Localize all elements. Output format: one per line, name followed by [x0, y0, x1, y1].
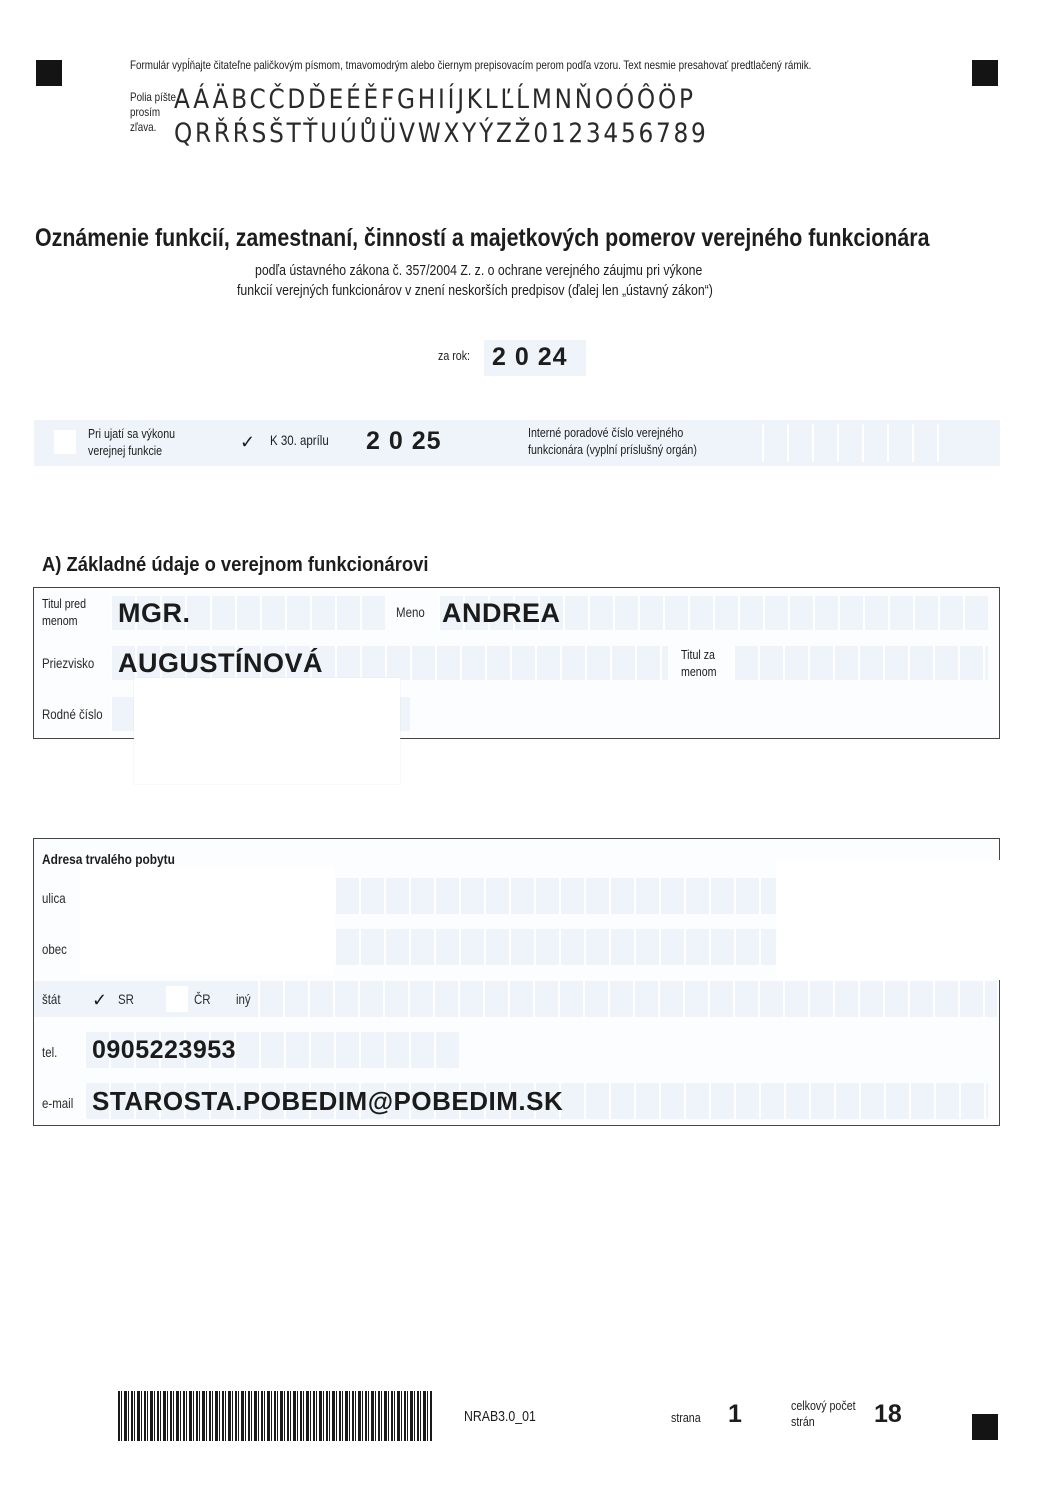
title-before-label: Titul pred menom	[42, 596, 87, 628]
option-april-30-label: K 30. aprílu	[270, 432, 329, 448]
registration-mark-bottom-right	[972, 1414, 998, 1440]
state-other-grid	[258, 981, 988, 1017]
phone-field[interactable]: 0905223953	[92, 1036, 237, 1064]
section-a-heading: A) Základné údaje o verejnom funkcionárovi	[42, 554, 429, 576]
checkmark-icon[interactable]: ✓	[240, 432, 256, 452]
filing-year-field[interactable]: 2 0 25	[366, 427, 442, 455]
total-pages: 18	[874, 1400, 902, 1428]
street-label: ulica	[42, 890, 66, 906]
state-sr-checkmark-icon[interactable]: ✓	[92, 990, 108, 1010]
subtitle-line-2: funkcií verejných funkcionárov v znení neskorších predpisov (ďalej len „ústavný zákon“)	[237, 282, 713, 299]
alphabet-sample-row-1: AÁÄBCČDĎEÉĚFGHIÍJKLĽĹMNŇOÓÔÖP	[174, 84, 696, 115]
state-other-option: iný	[236, 991, 251, 1007]
alphabet-sample-row-2: QRŘŔSŠTŤUÚŮÜVWXYÝZŽ0123456789	[174, 118, 709, 149]
barcode	[118, 1391, 432, 1441]
first-name-label: Meno	[396, 604, 425, 620]
address-heading: Adresa trvalého pobytu	[42, 851, 175, 867]
subtitle-line-1: podľa ústavného zákona č. 357/2004 Z. z. o ochrane verejného záujmu pri výkone	[255, 262, 703, 279]
page-label: strana	[671, 1410, 701, 1425]
state-sr-option: SR	[118, 991, 134, 1007]
state-cr-option: ČR	[194, 991, 211, 1007]
title-after-grid	[733, 646, 988, 680]
form-code: NRAB3.0_01	[464, 1408, 536, 1425]
birth-number-label: Rodné číslo	[42, 706, 103, 722]
state-cr-checkbox[interactable]	[166, 986, 188, 1012]
email-label: e-mail	[42, 1095, 74, 1111]
registration-mark-top-right	[972, 60, 998, 86]
internal-number-label: Interné poradové číslo verejného funkcionára (vyplní príslušný orgán)	[528, 425, 697, 457]
page-title: Oznámenie funkcií, zamestnaní, činností a majetkových pomerov verejného funkcionára	[35, 224, 930, 252]
option-on-taking-office-label: Pri ujatí sa výkonu verejnej funkcie	[88, 426, 176, 458]
total-pages-label: celkový počet strán	[791, 1398, 856, 1429]
first-name-field[interactable]: ANDREA	[442, 598, 561, 628]
registration-mark-top-left	[36, 60, 62, 86]
surname-field[interactable]: AUGUSTÍNOVÁ	[118, 648, 324, 678]
city-label: obec	[42, 941, 67, 957]
option-on-taking-office-checkbox[interactable]	[54, 430, 76, 454]
title-after-label: Titul za menom	[681, 647, 717, 679]
year-field[interactable]: 2 0 24	[492, 343, 568, 371]
birth-number-redaction	[134, 678, 400, 784]
page-number: 1	[728, 1400, 742, 1428]
internal-number-grid	[762, 424, 960, 462]
year-label: za rok:	[438, 348, 470, 363]
email-field[interactable]: STAROSTA.POBEDIM@POBEDIM.SK	[92, 1086, 564, 1116]
state-label: štát	[42, 991, 61, 1007]
address-redaction-right	[776, 860, 1026, 980]
instructions-text: Formulár vypĺňajte čitateľne paličkovým písmom, tmavomodrým alebo čiernym prepisovacím perom podľa vzoru. Text nesmie presahovať predtlačený rámik.	[130, 58, 812, 72]
title-before-field[interactable]: MGR.	[118, 598, 191, 628]
street-redaction	[80, 867, 334, 975]
surname-label: Priezvisko	[42, 655, 95, 671]
instructions-note: Polia píšte prosím zľava.	[130, 90, 176, 134]
phone-label: tel.	[42, 1044, 58, 1060]
